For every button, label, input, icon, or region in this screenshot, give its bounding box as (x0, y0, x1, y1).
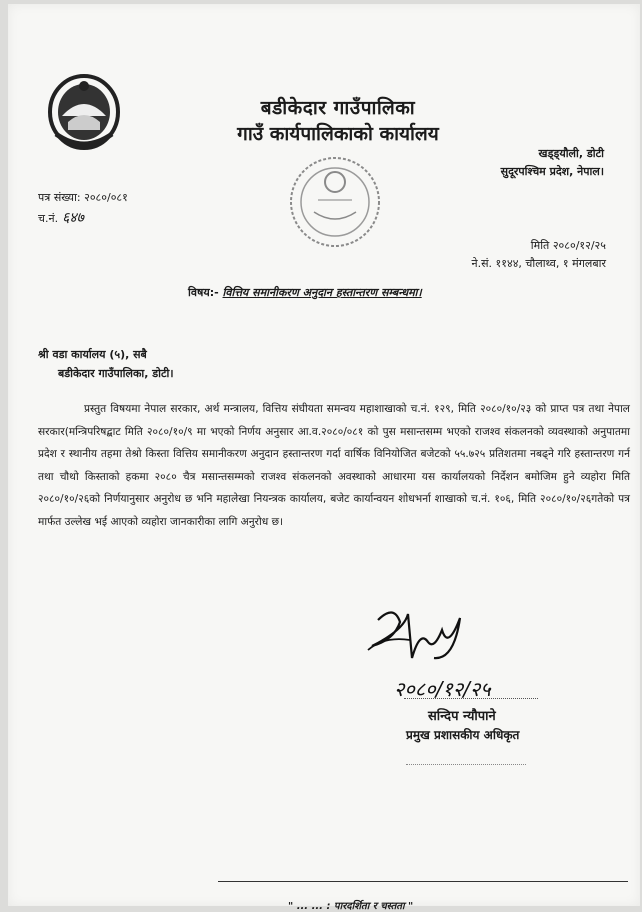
nepal-emblem-icon (46, 72, 122, 152)
recipient-line2: बडीकेदार गाउँपालिका, डोटी। (58, 367, 174, 380)
footer-motto: " ... ... : पारदर्शिता र चस्तता " (288, 901, 414, 912)
signature-date: २०८०/१२/२५ (394, 677, 491, 701)
letter-body (38, 398, 630, 534)
body-paragraph: प्रस्तुत विषयमा नेपाल सरकार, अर्थ मन्त्रालय, वित्तिय संघीयता समन्वय महाशाखाको च.नं. १२९, मिति २०८०/१०/२३ को प्राप्त पत्र तथा नेपाल सरकार(मन्त्रिपरिषद्बाट मिति २०८०/१०/९ मा भएको निर्णय अनुसार आ.व.२०८०/०८१ को पुस मसान्तसम्म भएको राजश्व संकलनको व्यवस्थाको अनुपातमा प्रदेश र स्थानीय तहमा तेश्रो किस्ता वित्तिय समानीकरण अनुदान हस्तान्तरण गर्दा वार्षिक विनियोजित बजेटको ५५.७२५ प्रतिशतमा नबढ्ने गरि हस्तान्तरण गर्न तथा चौथो किस्ताको हकमा २०८० चैत्र मसान्तसम्मको राजश्व संकलनको अवस्थाको आधारमा यस कार्यालयको निर्देशन बमोजिम हुने व्यहोरा मिति २०८०/१०/२६को निर्णयानुसार अनुरोध छ भनि महालेखा नियन्त्रक कार्यालय, बजेट कार्यान्वयन शोधभर्ना शाखाको च.नं. १०६, मिति २०८०/१०/२६गतेको पत्र मार्फत उल्लेख भई आएको व्यहोरा जानकारीका लागि अनुरोध छ। (38, 403, 630, 528)
subject-line (188, 285, 422, 300)
office-stamp-icon (284, 152, 386, 252)
recipient-line1: श्री वडा कार्यालय (५), सबै (38, 348, 147, 361)
subject-label: विषय:- (188, 286, 219, 299)
subject-text: वित्तिय समानीकरण अनुदान हस्तान्तरण सम्बन्धमा। (222, 286, 422, 299)
letter-date: मिति २०८०/१२/२५ (530, 239, 606, 252)
office-name: बडीकेदार गाउँपालिका (260, 97, 416, 119)
footer-divider (218, 881, 628, 882)
office-address-line2: सुदूरपश्चिम प्रदेश, नेपाल। (500, 165, 604, 178)
signatory-title: प्रमुख प्रशासकीय अधिकृत (406, 728, 520, 742)
office-subtitle: गाउँ कार्यपालिकाको कार्यालय (237, 123, 439, 145)
dispatch-label: च.नं. (38, 212, 59, 225)
signature-divider (404, 698, 538, 699)
dotted-divider (406, 764, 526, 765)
office-address-line1: खड्ड्यौली, डोटी (538, 147, 604, 160)
dispatch-value: ६४७ (62, 210, 84, 226)
handwritten-signature (364, 600, 514, 704)
letter-paper (8, 4, 640, 912)
signatory-name: सन्दिप न्यौपाने (428, 709, 496, 724)
dispatch-number (38, 208, 84, 227)
nepal-sambat-date: ने.सं. ११४४, चौलाथ्व, १ मंगलबार (471, 257, 606, 270)
letter-number: पत्र संख्या: २०८०/०८१ (38, 191, 128, 204)
